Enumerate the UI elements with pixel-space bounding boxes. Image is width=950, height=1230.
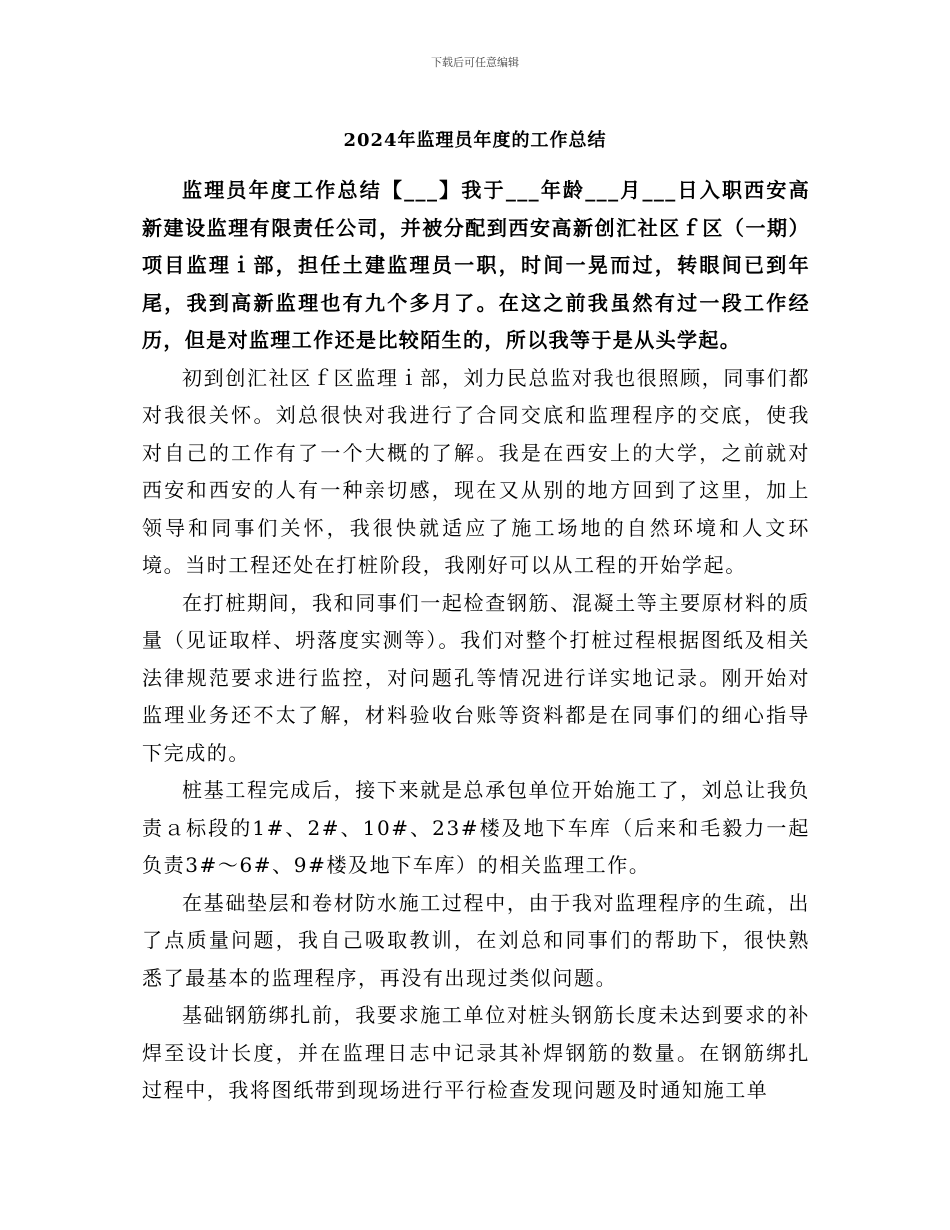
paragraph: 初到创汇社区ｆ区监理ｉ部，刘力民总监对我也很照顾，同事们都对我很关怀。刘总很快对我进行了合同交底和监理程序的交底，使我对自己的工作有了一个大概的了解。我是在西安上的大学，之前就对西安和西安的人有一种亲切感，现在又从别的地方回到了这里，加上领导和同事们关怀，我很快就适应了施工场地的自然环境和人文环境。当时工程还处在打桩阶段，我刚好可以从工程的开始学起。	[142, 365, 810, 577]
paragraph: 在基础垫层和卷材防水施工过程中，由于我对监理程序的生疏，出了点质量问题，我自己吸取教训，在刘总和同事们的帮助下，很快熟悉了最基本的监理程序，再没有出现过类似问题。	[142, 890, 810, 990]
header-note: 下载后可任意编辑	[431, 56, 519, 69]
document-title: 2024年监理员年度的工作总结	[343, 130, 607, 151]
paragraph: 基础钢筋绑扎前，我要求施工单位对桩头钢筋长度未达到要求的补焊至设计长度，并在监理日志中记录其补焊钢筋的数量。在钢筋绑扎过程中，我将图纸带到现场进行平行检查发现问题及时通知施工单	[142, 1003, 810, 1102]
paragraph: 桩基工程完成后，接下来就是总承包单位开始施工了，刘总让我负责ａ标段的1#、2#、10#、23#楼及地下车库（后来和毛毅力一起负责3#～6#、9#楼及地下车库）的相关监理工作。	[142, 778, 810, 877]
paragraph-intro: 监理员年度工作总结【___】我于___年龄___月___日入职西安高新建设监理有限责任公司，并被分配到西安高新创汇社区ｆ区（一期）项目监理ｉ部，担任土建监理员一职，时间一晃而过，转眼间已到年尾，我到高新监理也有九个多月了。在这之前我虽然有过一段工作经历，但是对监理工作还是比较陌生的，所以我等于是从头学起。	[142, 178, 810, 352]
document-body	[142, 172, 810, 1110]
paragraph: 在打桩期间，我和同事们一起检查钢筋、混凝土等主要原材料的质量（见证取样、坍落度实测等）。我们对整个打桩过程根据图纸及相关法律规范要求进行监控，对问题孔等情况进行详实地记录。刚开始对监理业务还不太了解，材料验收台账等资料都是在同事们的细心指导下完成的。	[142, 590, 810, 765]
